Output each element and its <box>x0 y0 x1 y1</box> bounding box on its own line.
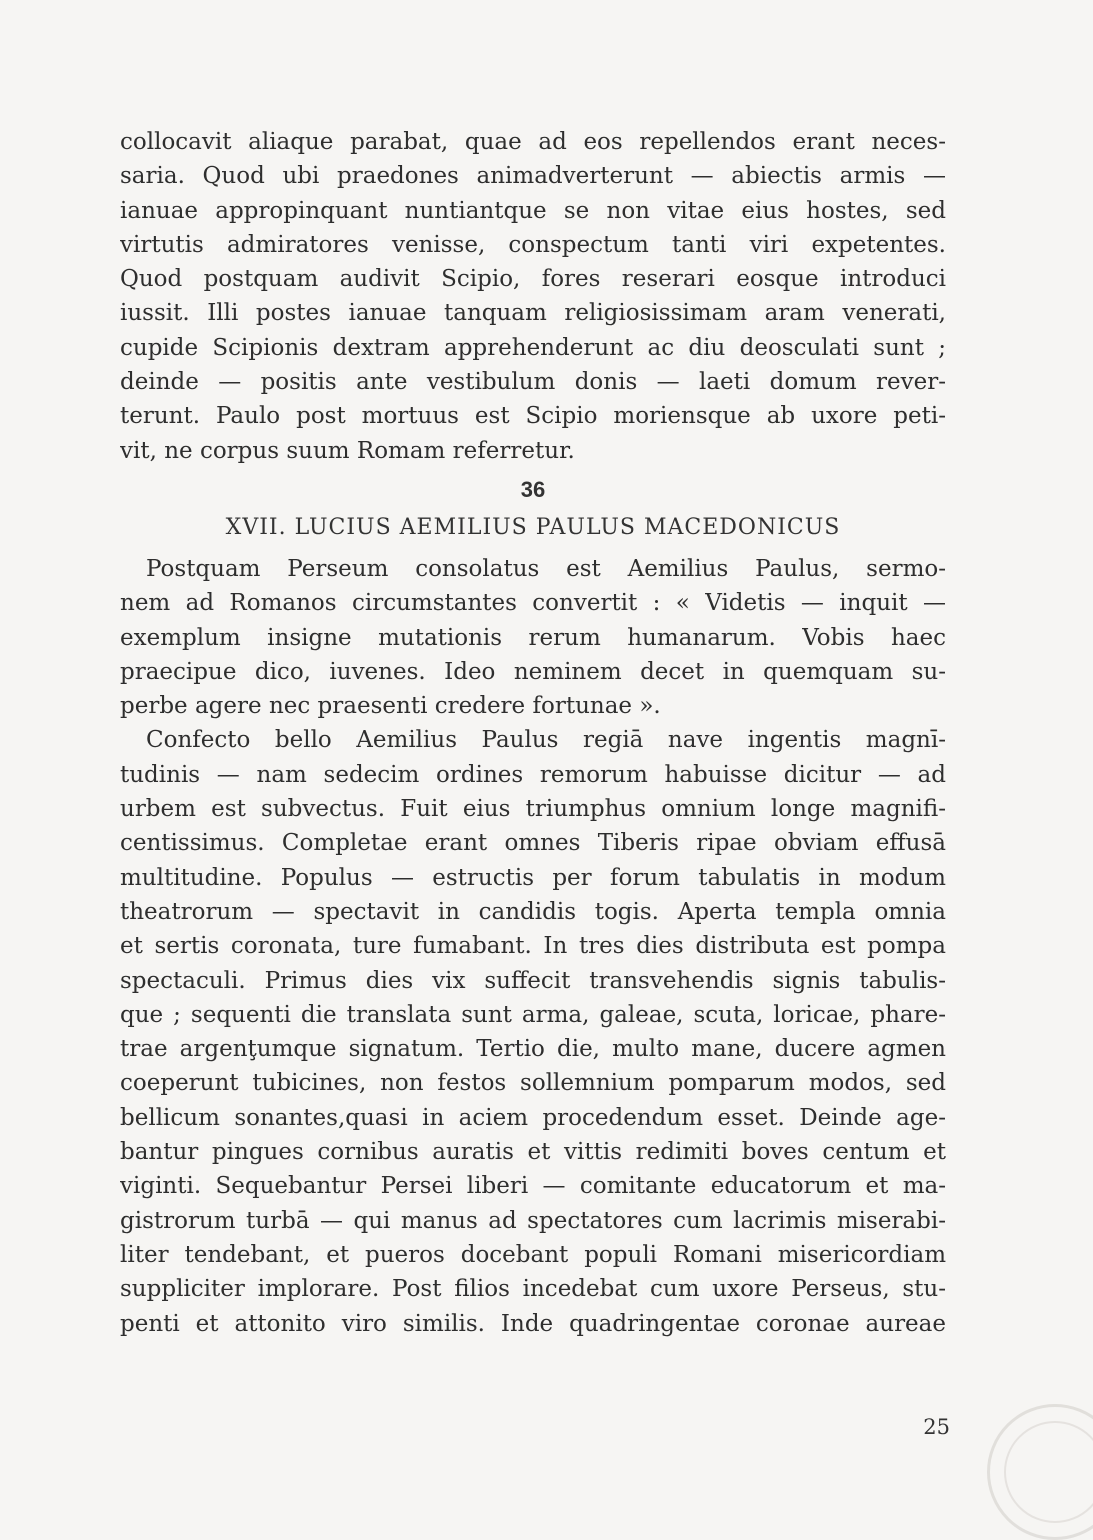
text-line: nem ad Romanos circumstantes convertit : « Videtis — inquit — <box>120 590 946 617</box>
text-line: vit, ne corpus suum Romam referretur. <box>120 437 575 464</box>
text-line: perbe agere nec praesenti credere fortunae ». <box>120 693 661 720</box>
text-line: liter tendebant, et pueros docebant populi Romani misericordiam <box>120 1241 946 1268</box>
text-line: bantur pingues cornibus auratis et vittis redimiti boves centum et <box>120 1139 946 1166</box>
text-line: que ; sequenti die translata sunt arma, galeae, scuta, loricae, phare- <box>120 1001 946 1028</box>
text-line: exemplum insigne mutationis rerum humanarum. Vobis haec <box>120 624 946 651</box>
text-line: theatrorum — spectavit in candidis togis. Aperta templa omnia <box>120 898 946 925</box>
text-line: trae argenţumque signatum. Tertio die, multo mane, ducere agmen <box>120 1036 946 1063</box>
paragraph-3 <box>120 723 946 1340</box>
text-line: tudinis — nam sedecim ordines remorum habuisse dicitur — ad <box>120 761 946 788</box>
paragraph-2 <box>120 552 946 723</box>
library-stamp <box>987 1404 1093 1540</box>
text-line: praecipue dico, iuvenes. Ideo neminem decet in quemquam su- <box>120 658 946 685</box>
text-line: Confecto bello Aemilius Paulus regiā nave ingentis magnī- <box>146 727 946 754</box>
text-line: centissimus. Completae erant omnes Tiberis ripae obviam effusā <box>120 830 946 857</box>
text-line: cupide Scipionis dextram apprehenderunt ac diu deosculati sunt ; <box>120 334 946 361</box>
text-line: iussit. Illi postes ianuae tanquam religiosissimam aram venerati, <box>120 300 946 327</box>
text-line: terunt. Paulo post mortuus est Scipio moriensque ab uxore peti- <box>120 403 946 430</box>
text-line: gistrorum turbā — qui manus ad spectatores cum lacrimis miserabi- <box>120 1207 946 1234</box>
text-line: virtutis admiratores venisse, conspectum tanti viri expetentes. <box>120 231 946 258</box>
section-number: 36 <box>520 476 546 502</box>
page-number: 25 <box>923 1415 950 1439</box>
text-line: urbem est subvectus. Fuit eius triumphus omnium longe magnifi- <box>120 796 946 823</box>
text-line: saria. Quod ubi praedones animadverterunt — abiectis armis — <box>120 163 946 190</box>
paragraph-1 <box>120 125 946 468</box>
text-line: penti et attonito viro similis. Inde quadringentae coronae aureae <box>120 1310 946 1337</box>
text-line: coeperunt tubicines, non festos sollemnium pomparum modos, sed <box>120 1070 946 1097</box>
text-line: collocavit aliaque parabat, quae ad eos repellendos erant neces- <box>120 129 946 155</box>
text-line: deinde — positis ante vestibulum donis — laeti domum rever- <box>120 369 946 396</box>
chapter-heading: XVII. LUCIUS AEMILIUS PAULUS MACEDONICUS <box>225 514 841 540</box>
text-line: spectaculi. Primus dies vix suffecit transvehendis signis tabulis- <box>120 967 946 994</box>
text-line: Quod postquam audivit Scipio, fores reserari eosque introduci <box>120 266 946 293</box>
text-line: suppliciter implorare. Post filios incedebat cum uxore Perseus, stu- <box>120 1276 946 1303</box>
text-line: et sertis coronata, ture fumabant. In tres dies distributa est pompa <box>120 933 946 960</box>
page-body <box>120 125 946 1341</box>
text-line: multitudine. Populus — estructis per forum tabulatis in modum <box>120 864 946 891</box>
text-line: viginti. Sequebantur Persei liberi — comitante educatorum et ma- <box>120 1173 946 1200</box>
text-line: ianuae appropinquant nuntiantque se non vitae eius hostes, sed <box>120 197 946 224</box>
text-line: Postquam Perseum consolatus est Aemilius Paulus, sermo- <box>146 555 946 582</box>
text-line: bellicum sonantes,quasi in aciem procedendum esset. Deinde age- <box>120 1104 946 1131</box>
